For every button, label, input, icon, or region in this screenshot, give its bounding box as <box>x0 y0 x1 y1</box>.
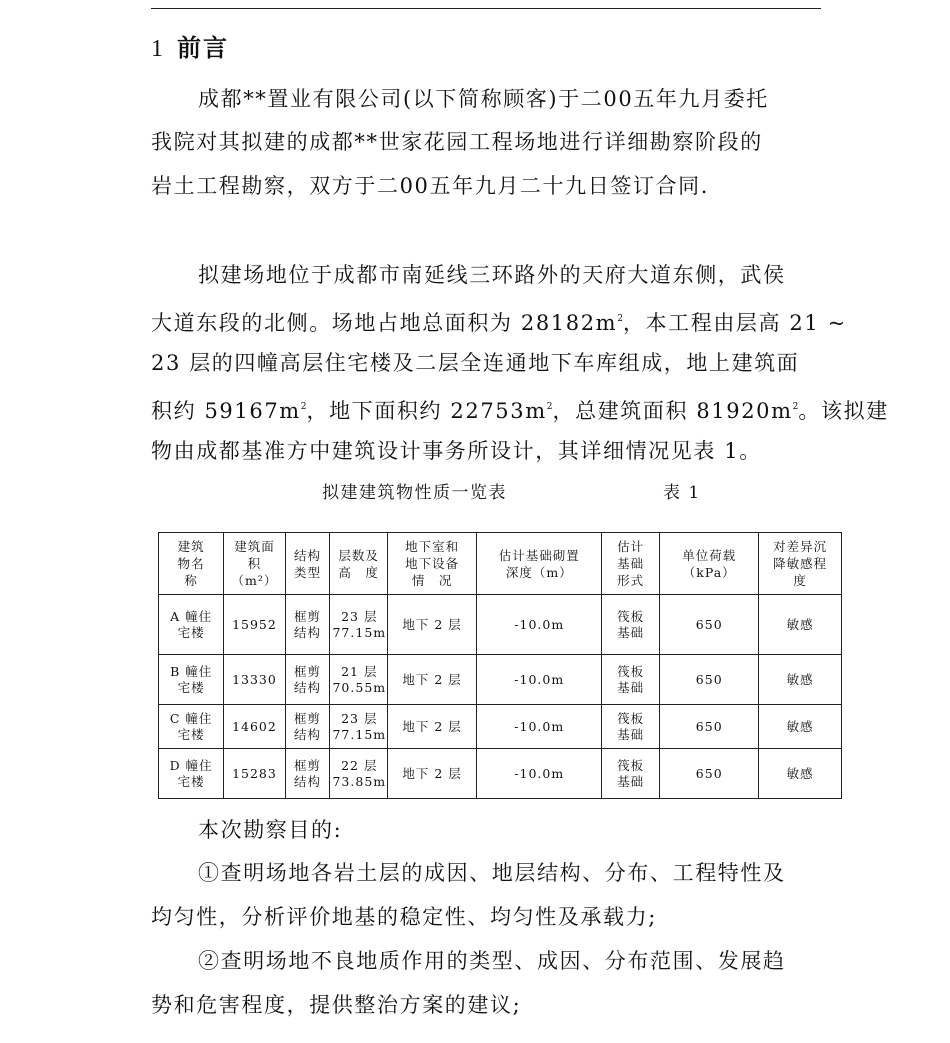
header-rule <box>151 8 821 9</box>
table-cell: -10.0m <box>477 749 602 799</box>
superscript: 2 <box>617 314 623 324</box>
table-cell: 框剪 结构 <box>285 595 330 655</box>
header-cell: 单位荷载 （kPa） <box>660 533 759 595</box>
line-ending-text: 。该拟建 <box>798 399 889 423</box>
table-cell: B 幢住 宅楼 <box>159 655 224 705</box>
header-cell: 建筑 物名 称 <box>159 533 224 595</box>
table-cell: 敏感 <box>759 749 842 799</box>
header-cell: 建筑面 积 （m²） <box>224 533 285 595</box>
superscript: 2 <box>300 402 307 412</box>
header-cell: 层数及 高 度 <box>330 533 387 595</box>
table-cell: A 幢住 宅楼 <box>159 595 224 655</box>
building-info-table <box>158 532 842 799</box>
header-cell: 地下室和 地下设备 情 况 <box>387 533 477 595</box>
table-cell: 筏板 基础 <box>602 749 660 799</box>
purpose-intro: 本次勘察目的: <box>198 818 343 842</box>
header-cell: 估计基础砌置 深度（m） <box>477 533 602 595</box>
table-caption: 拟建建筑物性质一览表 <box>322 483 507 503</box>
table-cell: 筏板 基础 <box>602 595 660 655</box>
table-cell: 敏感 <box>759 705 842 749</box>
paragraph2-line5: 物由成都基准方中建筑设计事务所设计，其详细情况见表 1。 <box>151 439 762 463</box>
paragraph2-line1: 拟建场地位于成都市南延线三环路外的天府大道东侧，武侯 <box>198 263 786 287</box>
total-area-text: ，总建筑面积 81920m <box>552 399 793 423</box>
table-cell: 15952 <box>224 595 285 655</box>
table-cell: 筏板 基础 <box>602 705 660 749</box>
paragraph2-line4 <box>151 392 889 426</box>
table-cell: 地下 2 层 <box>387 595 477 655</box>
section-heading <box>151 33 229 64</box>
table-cell: 地下 2 层 <box>387 705 477 749</box>
table-cell: 21 层 70.55m <box>330 655 387 705</box>
paragraph1-line3: 岩土工程勘察，双方于二00五年九月二十九日签订合同. <box>151 174 709 198</box>
header-cell: 对差异沉 降敏感程 度 <box>759 533 842 595</box>
table-cell: 13330 <box>224 655 285 705</box>
table-row <box>159 705 842 749</box>
purpose-item1-line1: ①查明场地各岩土层的成因、地层结构、分布、工程特性及 <box>198 861 786 885</box>
table-cell: 650 <box>660 595 759 655</box>
table-cell: 框剪 结构 <box>285 749 330 799</box>
table-cell: D 幢住 宅楼 <box>159 749 224 799</box>
header-cell: 结构 类型 <box>285 533 330 595</box>
site-area-text: 大道东段的北侧。场地占地总面积为 28182m <box>151 311 618 335</box>
table-cell: 650 <box>660 749 759 799</box>
table-cell: 框剪 结构 <box>285 705 330 749</box>
underground-area-text: ，地下面积约 22753m <box>306 399 547 423</box>
table-cell: -10.0m <box>477 595 602 655</box>
table-cell: 650 <box>660 655 759 705</box>
superscript: 2 <box>792 402 799 412</box>
section-number: 1 <box>151 36 163 62</box>
table-row <box>159 655 842 705</box>
table-cell: 筏板 基础 <box>602 655 660 705</box>
purpose-item2-line2: 势和危害程度，提供整治方案的建议; <box>151 993 522 1017</box>
table-cell: 23 层 77.15m <box>330 595 387 655</box>
paragraph2-line2 <box>151 304 847 338</box>
table-row <box>159 595 842 655</box>
table-cell: 650 <box>660 705 759 749</box>
table-cell: 地下 2 层 <box>387 749 477 799</box>
table-cell: -10.0m <box>477 705 602 749</box>
above-ground-area-text: 积约 59167m <box>151 399 301 423</box>
table-header-row <box>159 533 842 595</box>
floor-range-text: ，本工程由层高 21 ~ <box>622 311 847 335</box>
header-cell: 估计 基础 形式 <box>602 533 660 595</box>
section-title: 前言 <box>177 33 229 62</box>
paragraph1-line1: 成都**置业有限公司(以下简称顾客)于二00五年九月委托 <box>198 87 769 111</box>
purpose-item1-line2: 均匀性，分析评价地基的稳定性、均匀性及承载力; <box>151 905 657 929</box>
superscript: 2 <box>546 402 553 412</box>
purpose-item2-line1: ②查明场地不良地质作用的类型、成因、分布范围、发展趋 <box>198 949 786 973</box>
table-cell: 敏感 <box>759 595 842 655</box>
table-cell: 22 层 73.85m <box>330 749 387 799</box>
table-cell: 23 层 77.15m <box>330 705 387 749</box>
table-row <box>159 749 842 799</box>
table-label: 表 1 <box>663 483 701 503</box>
table-cell: 框剪 结构 <box>285 655 330 705</box>
table-cell: 敏感 <box>759 655 842 705</box>
table-cell: 地下 2 层 <box>387 655 477 705</box>
table-cell: 14602 <box>224 705 285 749</box>
paragraph2-line3: 23 层的四幢高层住宅楼及二层全连通地下车库组成，地上建筑面 <box>151 351 800 375</box>
table-cell: -10.0m <box>477 655 602 705</box>
table-cell: 15283 <box>224 749 285 799</box>
paragraph1-line2: 我院对其拟建的成都**世家花园工程场地进行详细勘察阶段的 <box>151 130 763 154</box>
table-cell: C 幢住 宅楼 <box>159 705 224 749</box>
